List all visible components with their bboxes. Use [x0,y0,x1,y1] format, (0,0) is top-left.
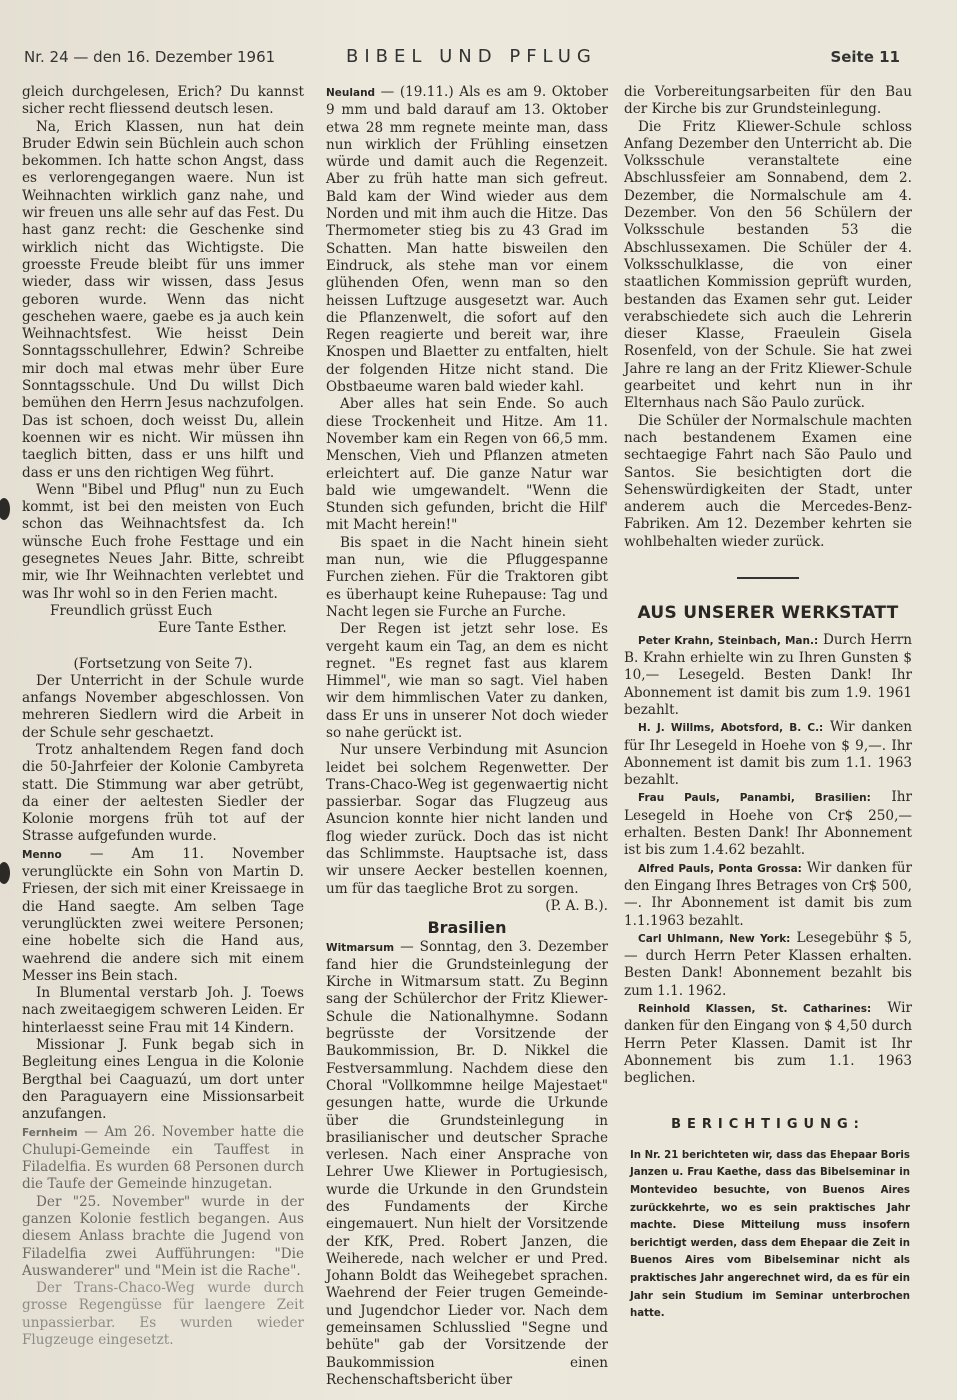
letter-signature: Eure Tante Esther. [158,620,287,637]
subscriber-entry [624,860,912,930]
subscriber-text: Wir danken für den Eingang von $ 4,50 durch Herrn Peter Klassen. Damit ist Ihr Abonnement bis zum 1.1. 1963 beglichen. [624,1000,912,1087]
subscriber-entry [624,632,912,719]
issue-info: Nr. 24 — den 16. Dezember 1961 [24,48,276,66]
page-header [24,44,904,74]
neuland-paragraph: Bis spaet in die Nacht hinein sieht man nun, wie die Pfluggespanne Furchen ziehen. Für die Traktoren gibt es überhaupt keine Ruhepause: Tag und Nacht legen sie Furche an Furche. [326,534,608,620]
column-middle [326,84,608,1389]
subscriber-text: Ihr Lesegeld in Hoehe von Cr$ 250,— erhalten. Besten Dank! Ihr Abonnement ist bis zum 1.4.62 bezahlt. [624,789,912,859]
fernheim-paragraph: Der "25. November" wurde in der ganzen Kolonie festlich begangen. Aus diesem Anlass brachte die Jugend von Filadelfia zwei Aufführungen: "Die Auswanderer" und "Mein ist die Rache". [22,1193,304,1279]
binder-hole [0,862,10,884]
section-divider [737,577,799,579]
subscriber-name: Alfred Pauls, Ponta Grossa: [638,862,802,875]
section-heading-brasilien: Brasilien [427,918,507,938]
witmarsum-text: — Sonntag, den 3. Dezember fand hier die Grundsteinlegung der Kirche in Witmarsum statt. Zu Beginn sang der Schülerchor der Fritz Kliewer-Schule die Nationalhymne. Sodann begrüsste der Vorsitzende der Baukommission, Br. D. Nikkel die Festversammlung. Nachdem diese den Choral "Vollkommne heilge Majestaet" gesungen hatte, wurde die Urkunde über die Grundsteinlegung in brasilianischer und deutscher Sprache verlesen. Nach einer Ansprache von Lehrer Uwe Kliewer in Portugiesisch, wurde die Urkunde in den Grundstein des Fundaments der Kirche eingemauert. Nun hielt der Vorsitzende der KfK, Pred. Robert Janzen, die Weiherede, nach welcher er und Pred. Johann Boldt das Weihegebet sprachen. Waehrend der Feier trugen Gemeinde- und Jugendchor Lieder vor. Nach dem gemeinsamen Schlusslied "Segne und behüte" gab der Vorsitzende der Baukommission einen Rechenschaftsbericht über [326,938,608,1388]
binder-hole [0,498,10,520]
section-heading-werkstatt: AUS UNSERER WERKSTATT [637,602,899,623]
menno-paragraph: Missionar J. Funk begab sich in Begleitung eines Lengua in die Kolonie Bergthal bei Caaguazú, um dort unter den Paraguayern eine Missionsarbeit anzufangen. [22,1037,304,1123]
place-tag-witmarsum: Witmarsum [326,941,395,954]
neuland-signature: (P. A. B.). [545,897,608,914]
subscriber-text: Lesegebühr $ 5,— durch Herrn Peter Klassen erhalten. Besten Dank! Abonnement bezahlt bis zum 1.1. 1962. [624,929,912,999]
subscriber-entry [624,789,912,859]
subscriber-entry [624,719,912,789]
neuland-paragraph: Der Regen ist jetzt sehr lose. Es vergeht kaum ein Tag, an dem es nicht regnet. "Es regnet fast aus klarem Himmel", wie man so sagt. Viel haben wir dem himmlischen Vater zu danken, dass Er uns in unserer Not doch wieder so nahe gerückt ist. [326,621,608,741]
subscriber-name: Frau Pauls, Panambi, Brasilien: [638,792,871,805]
subscriber-name: Reinhold Klassen, St. Catharines: [638,1003,872,1016]
neuland-text: — (19.11.) Als es am 9. Oktober 9 mm und bald darauf am 13. Oktober etwa 28 mm regnete meinte man, dass nun wirklich der Frühling einsetzen würde und damit auch die Regenzeit. Aber zu früh hatte man sich gefreut. Bald kam der Wind wieder aus dem Norden und mit ihm auch die Hitze. Das Thermometer stieg bis zu 43 Grad im Schatten. Man hatte bisweilen den Eindruck, als stehe man vor einem glühenden Ofen, wenn man so den heissen Luftzuge ausgesetzt war. Auch die Pflanzenwelt, die sofort auf den Regen reagierte und bereit war, ihre Knospen und Blaetter zu entfalten, hielt der folgenden Hitze nicht stand. Die Obstbaeume waren bald wieder kahl. [326,84,609,396]
subscriber-name: Peter Krahn, Steinbach, Man.: [638,634,819,647]
article-paragraph: Die Fritz Kliewer-Schule schloss Anfang Dezember den Unterricht ab. Die Volksschule veranstaltete eine Abschlussfeier am Sonnabend, dem 2. Dezember, die Normalschule am 4. Dezember. Von den 56 Schülern der Volksschule bestanden 53 die Abschlussexamen. Die Schüler der 4. Volksschulklasse, die von einer staatlichen Kommission geprüft wurden, bestanden das Examen sehr gut. Leider verabschiedete sich auch die Lehrerin dieser Klasse, Fraeulein Gisela Rosenfeld, von der Schule. Sie hat zwei Jahre re lang an der Fritz Kliewer-Schule gearbeitet und kehrt nun in ihr Elternhaus nach São Paulo zurück. [624,118,912,412]
column-right [624,84,912,1323]
masthead-title: BIBEL UND PFLUG [346,46,597,67]
news-paragraph: Der Unterricht in der Schule wurde anfangs November abgeschlossen. Von mehreren Siedlern wird die Arbeit in der Schule sehr geschaetzt. [22,672,304,741]
subscriber-text: Wir danken für den Eingang Ihres Betrages von Cr$ 500,—. Ihr Abonnement ist damit bis zum 1.1.1963 bezahlt. [624,859,912,929]
page-number: Seite 11 [830,48,900,66]
column-left [22,84,304,1349]
letter-paragraph: Wenn "Bibel und Pflug" nun zu Euch kommt, ist bei den meisten von Euch schon das Weihnachtsfest da. Ich wünsche Euch frohe Festtage und ein gesegnetes Neues Jahr. Bitte, schreibt mir, wie Ihr Weihnachten verlebtet und was Ihr wohl so in den Ferien macht. [22,481,304,602]
section-heading-berichtigung: BERICHTIGUNG: [671,1116,865,1132]
menno-paragraph: In Blumental verstarb Joh. J. Toews nach zweitaegigem schweren Leiden. Er hinterlaesst seine Frau mit 14 Kindern. [22,985,304,1036]
place-tag-fernheim: Fernheim [22,1126,78,1139]
subscriber-text: Wir danken für Ihr Lesegeld in Hoehe von $ 9,—. Ihr Abonnement ist damit bis zum 1.1. 1963 bezahlt. [624,719,913,789]
article-paragraph: Die Schüler der Normalschule machten nach bestandenem Examen eine sechtaegige Fahrt nach São Paulo und Santos. Sie besichtigten dort die Sehenswürdigkeiten der Stadt, unter anderem auch die Mercedes-Benz-Fabriken. Am 12. Dezember kehrten sie wohlbehalten wieder zurück. [624,412,912,550]
subscriber-text: Durch Herrn B. Krahn erhielte win zu Ihren Gunsten $ 10,— Lesegeld. Besten Dank! Ihr Abonnement ist damit bis zum 1.9. 1961 bezahlt. [624,631,912,718]
continuation-note: (Fortsetzung von Seite 7). [73,655,253,672]
letter-paragraph: gleich durchgelesen, Erich? Du kannst sicher recht fliessend deutsch lesen. [22,84,304,118]
article-paragraph: die Vorbereitungsarbeiten für den Bau der Kirche bis zur Grundsteinlegung. [624,84,912,118]
place-tag-menno: Menno [22,848,62,861]
correction-notice: In Nr. 21 berichteten wir, dass das Ehepaar Boris Janzen u. Frau Kaethe, dass das Bibelseminar in Montevideo besuchte, von Buenos Aires zurückkehrte, wo es sein praktisches Jahr machte. Diese Mitteilung muss insofern berichtigt werden, dass dem Ehepaar die Zeit in Buenos Aires vom Bibelseminar nicht als praktisches Jahr angerechnet wird, da es für ein Jahr sein Studium im Seminar unterbrochen hatte. [630,1149,910,1320]
news-paragraph: Trotz anhaltendem Regen fand doch die 50-Jahrfeier der Kolonie Cambyreta statt. Die Stimmung war aber getrübt, da einer der aeltesten Siedler der Kolonie morgens früh tot auf der Strasse aufgefunden wurde. [22,741,304,845]
place-tag-neuland: Neuland [326,87,376,99]
letter-paragraph: Na, Erich Klassen, nun hat dein Bruder Edwin sein Büchlein auch schon bekommen. Ich hatte schon Angst, dass es verlorengegangen waere. Nun ist Weihnachten wirklich ganz nahe, und wir freuen uns alle sehr auf das Fest. Du hast ganz recht: die Geschenke sind wirklich nicht das Wichtigste. Die groesste Freude bleibt für uns immer wieder, dass wir wissen, dass Jesus geboren wurde. Wenn das nicht geschehen waere, gaebe es ja auch kein Weihnachtsfest. Wie heisst Dein Sonntagsschullehrer, Edwin? Schreibe mir doch mal etwas mehr über Eure Sonntagsschule. Und Du willst Dich bemühen den Herrn Jesus nachzufolgen. Das ist schoen, doch weisst Du, allein koennen wir es nicht. Wir müssen ihn taeglich bitten, dass er uns hilft und dass er uns den richtigen Weg führt. [22,118,304,481]
subscriber-entry [624,1000,912,1087]
subscriber-entry [624,930,912,1000]
menno-text: — Am 11. November verunglückte ein Sohn von Martin D. Friesen, der sich mit einer Kreissaege in die Hand saegte. Am selben Tage verunglückten zwei weitere Personen; eine hobelte sich die Hand aus, waehrend die andere sich mit einem Messer ins Bein stach. [22,845,304,984]
neuland-paragraph: Aber alles hat sein Ende. So auch diese Trockenheit und Hitze. Am 11. November kam ein Regen von 66,5 mm. Menschen, Vieh und Pflanzen atmeten erleichtert auf. Die ganze Natur war bald wie umgewandelt. "Wenn die Stunden sich gefunden, bricht die Hilf' mit Macht herein!" [326,396,608,534]
neuland-paragraph: Nur unsere Verbindung mit Asuncion leidet bei solchem Regenwetter. Der Trans-Chaco-Weg ist gegenwaertig nicht passierbar. Sogar das Flugzeug aus Asuncion konnte hier nicht landen und flog wieder zurück. Doch das ist nicht das Schlimmste. Hauptsache ist, dass wir unsere Aecker bestellen koennen, um für das taegliche Brot zu sorgen. [326,742,608,897]
subscriber-name: Carl Uhlmann, New York: [638,932,791,945]
subscriber-name: H. J. Willms, Abotsford, B. C.: [638,722,824,735]
fernheim-text: — Am 26. November hatte die Chulupi-Gemeinde ein Tauffest in Filadelfia. Es wurden 68 Personen durch die Taufe der Gemeinde hinzugetan. [22,1123,304,1193]
fernheim-paragraph: Der Trans-Chaco-Weg wurde durch grosse Regengüsse für laengere Zeit unpassierbar. Es wurden wieder Flugzeuge eingesetzt. [22,1280,304,1349]
letter-greeting: Freundlich grüsst Euch [50,602,213,619]
